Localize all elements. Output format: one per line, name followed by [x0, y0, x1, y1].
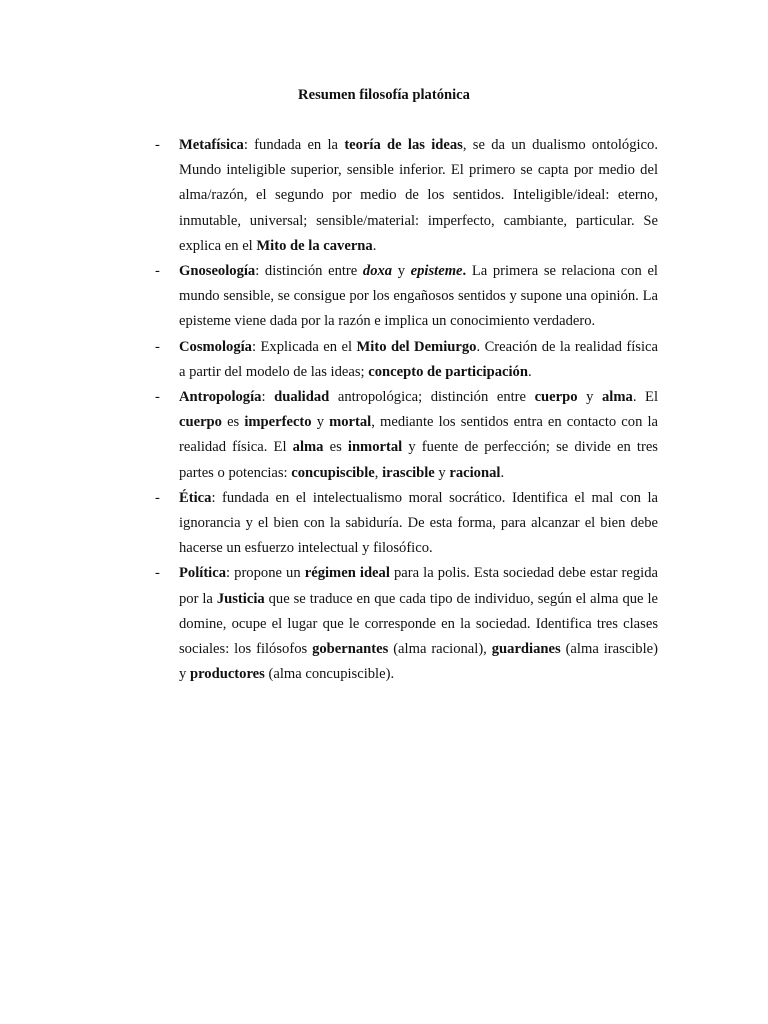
bullet-dash: -	[155, 389, 160, 406]
emphasis-term: cuerpo	[179, 414, 222, 431]
emphasis-term: Antropología	[179, 389, 262, 406]
emphasis-term: Política	[179, 565, 227, 582]
emphasis-term: alma	[292, 439, 324, 456]
body-text: , mediante los sentidos entra en contacto con la realidad física. El	[179, 414, 658, 456]
body-text: : distinción entre	[255, 263, 363, 280]
emphasis-term: teoría de las ideas	[344, 137, 463, 153]
body-text: (alma irascible) y	[179, 641, 658, 683]
bullet-dash: -	[155, 489, 160, 506]
emphasis-term: concepto de participación	[368, 363, 528, 380]
section-text	[179, 389, 658, 481]
emphasis-term: imperfecto	[244, 414, 312, 431]
body-text: : propone un	[226, 565, 305, 582]
bullet-dash: -	[155, 137, 160, 153]
body-text: La primera se relaciona con el mundo sensible, se consigue por los engañosos sentidos y supone una opinión. La episteme viene dada por la razón e implica un conocimiento verdadero.	[179, 263, 658, 330]
bullet-dash: -	[155, 338, 160, 355]
emphasis-term: Cosmología	[179, 338, 252, 355]
section-metafisica	[155, 133, 658, 259]
emphasis-term: dualidad	[274, 389, 330, 406]
emphasis-term: inmortal	[347, 439, 403, 456]
section-text	[179, 490, 658, 556]
body-text: . El	[632, 389, 659, 406]
emphasis-term: Metafísica	[179, 137, 244, 153]
body-text: antropológica; distinción entre	[329, 389, 535, 406]
body-text: : fundada en la	[243, 137, 345, 153]
emphasis-term: Ética	[179, 489, 212, 506]
body-text: y	[577, 389, 602, 406]
body-text: , se da un dualismo ontológico. Mundo inteligible superior, sensible inferior. El primero se capta por medio del alma/razón, el segundo por medio de los sentidos. Inteligible/ideal: eterno, inmutable, universal; sensible/material: imperfecto, cambiante, particular. Se explica en el	[179, 137, 658, 254]
section-text	[179, 339, 658, 380]
emphasis-term: .	[462, 263, 467, 280]
body-text: : fundada en el intelectualismo moral socrático. Identifica el mal con la ignorancia y el bien con la sabiduría. De esta forma, para alcanzar el bien debe hacerse un esfuerzo intelectual y filosófico.	[179, 489, 658, 557]
body-text: es	[323, 439, 348, 456]
section-cosmologia	[155, 335, 658, 385]
section-text	[179, 565, 658, 682]
section-etica	[155, 486, 658, 562]
body-text: es	[221, 414, 245, 431]
body-text: ,	[374, 464, 383, 481]
section-gnoseologia	[155, 259, 658, 335]
body-text: y fuente de perfección; se divide en tres partes o potencias:	[179, 439, 658, 481]
emphasis-term: Mito de la caverna	[256, 237, 373, 254]
body-text: .	[527, 363, 532, 380]
emphasis-term: régimen ideal	[304, 565, 390, 582]
body-text: para la polis. Esta sociedad debe estar regida por la	[179, 565, 659, 607]
body-text: :	[261, 389, 275, 406]
emphasis-term: alma	[602, 389, 633, 406]
emphasis-term: Justicia	[216, 590, 265, 607]
emphasis-term: Gnoseología	[179, 263, 256, 280]
section-text	[179, 137, 658, 254]
section-text	[179, 263, 658, 329]
body-text: (alma racional),	[388, 641, 492, 658]
section-politica	[155, 561, 658, 687]
emphasis-term: episteme	[410, 263, 463, 280]
body-text: : Explicada en el	[251, 338, 357, 355]
body-text: .	[500, 464, 505, 481]
emphasis-term: gobernantes	[312, 641, 389, 658]
bullet-dash: -	[155, 263, 160, 280]
emphasis-term: productores	[189, 666, 265, 683]
emphasis-term: Mito del Demiurgo	[356, 338, 477, 355]
body-text: . Creación de la realidad física a partir del modelo de las ideas;	[179, 338, 658, 380]
section-list	[155, 133, 658, 687]
emphasis-term: racional	[449, 464, 501, 481]
document-title: Resumen filosofía platónica	[298, 87, 470, 103]
bullet-dash: -	[155, 565, 160, 582]
body-text: que se traduce en que cada tipo de individuo, según el alma que le domine, ocupe el lugar que le corresponde en la sociedad. Identifica tres clases sociales: los filósofos	[179, 590, 658, 658]
emphasis-term: irascible	[382, 464, 435, 481]
emphasis-term: concupiscible	[291, 464, 375, 481]
emphasis-term: guardianes	[491, 641, 561, 658]
emphasis-term: mortal	[329, 414, 372, 431]
body-text: y	[311, 414, 330, 431]
emphasis-term: cuerpo	[534, 389, 578, 406]
body-text: y	[434, 464, 450, 481]
body-text: (alma concupiscible).	[264, 666, 395, 683]
section-antropologia	[155, 385, 658, 486]
body-text: y	[392, 263, 411, 280]
emphasis-term: doxa	[362, 263, 393, 280]
body-text: .	[372, 237, 377, 254]
